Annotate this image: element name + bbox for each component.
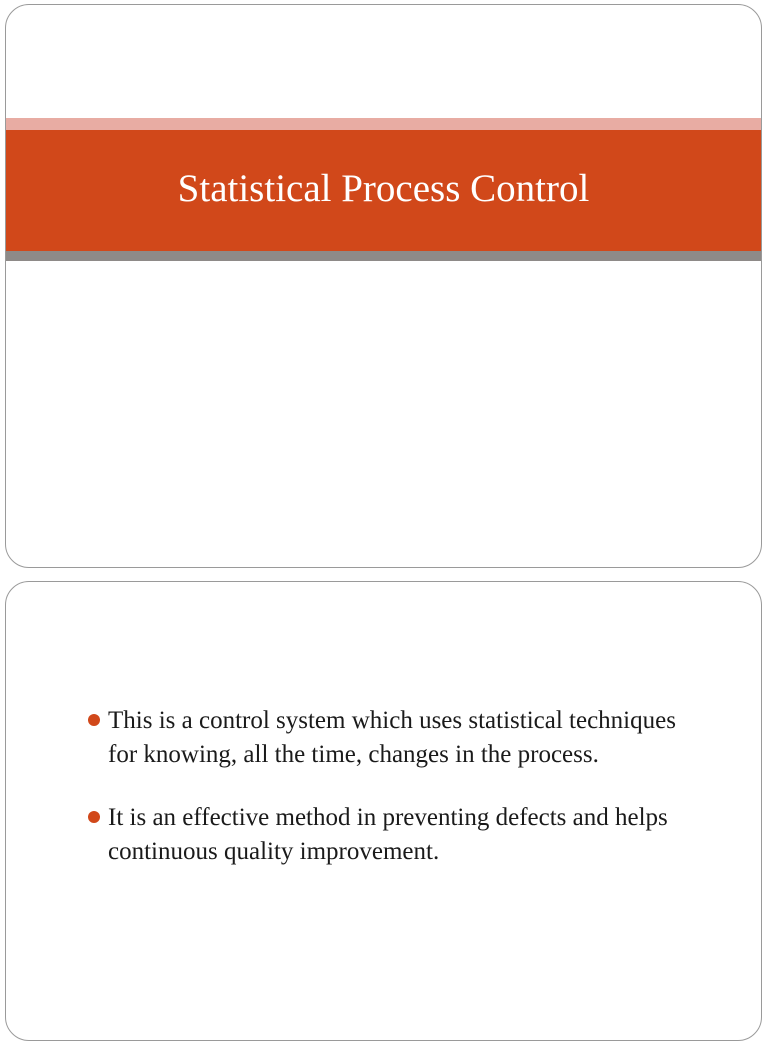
bullet-dot-icon <box>88 714 100 726</box>
slide-title: Statistical Process Control <box>177 167 590 210</box>
bullet-text: It is an effective method in preventing defects and helps continuous quality improvement. <box>108 804 668 865</box>
title-slide <box>5 4 762 568</box>
bullet-item <box>88 801 688 869</box>
bullet-text: This is a control system which uses statistical techniques for knowing, all the time, changes in the process. <box>108 707 676 768</box>
title-band-top-stripe <box>6 118 761 130</box>
title-band-bottom-stripe <box>6 251 761 261</box>
content-slide <box>5 581 762 1041</box>
bullet-dot-icon <box>88 811 100 823</box>
bullet-item <box>88 704 688 772</box>
bullet-list <box>88 704 688 898</box>
title-band <box>6 130 761 251</box>
